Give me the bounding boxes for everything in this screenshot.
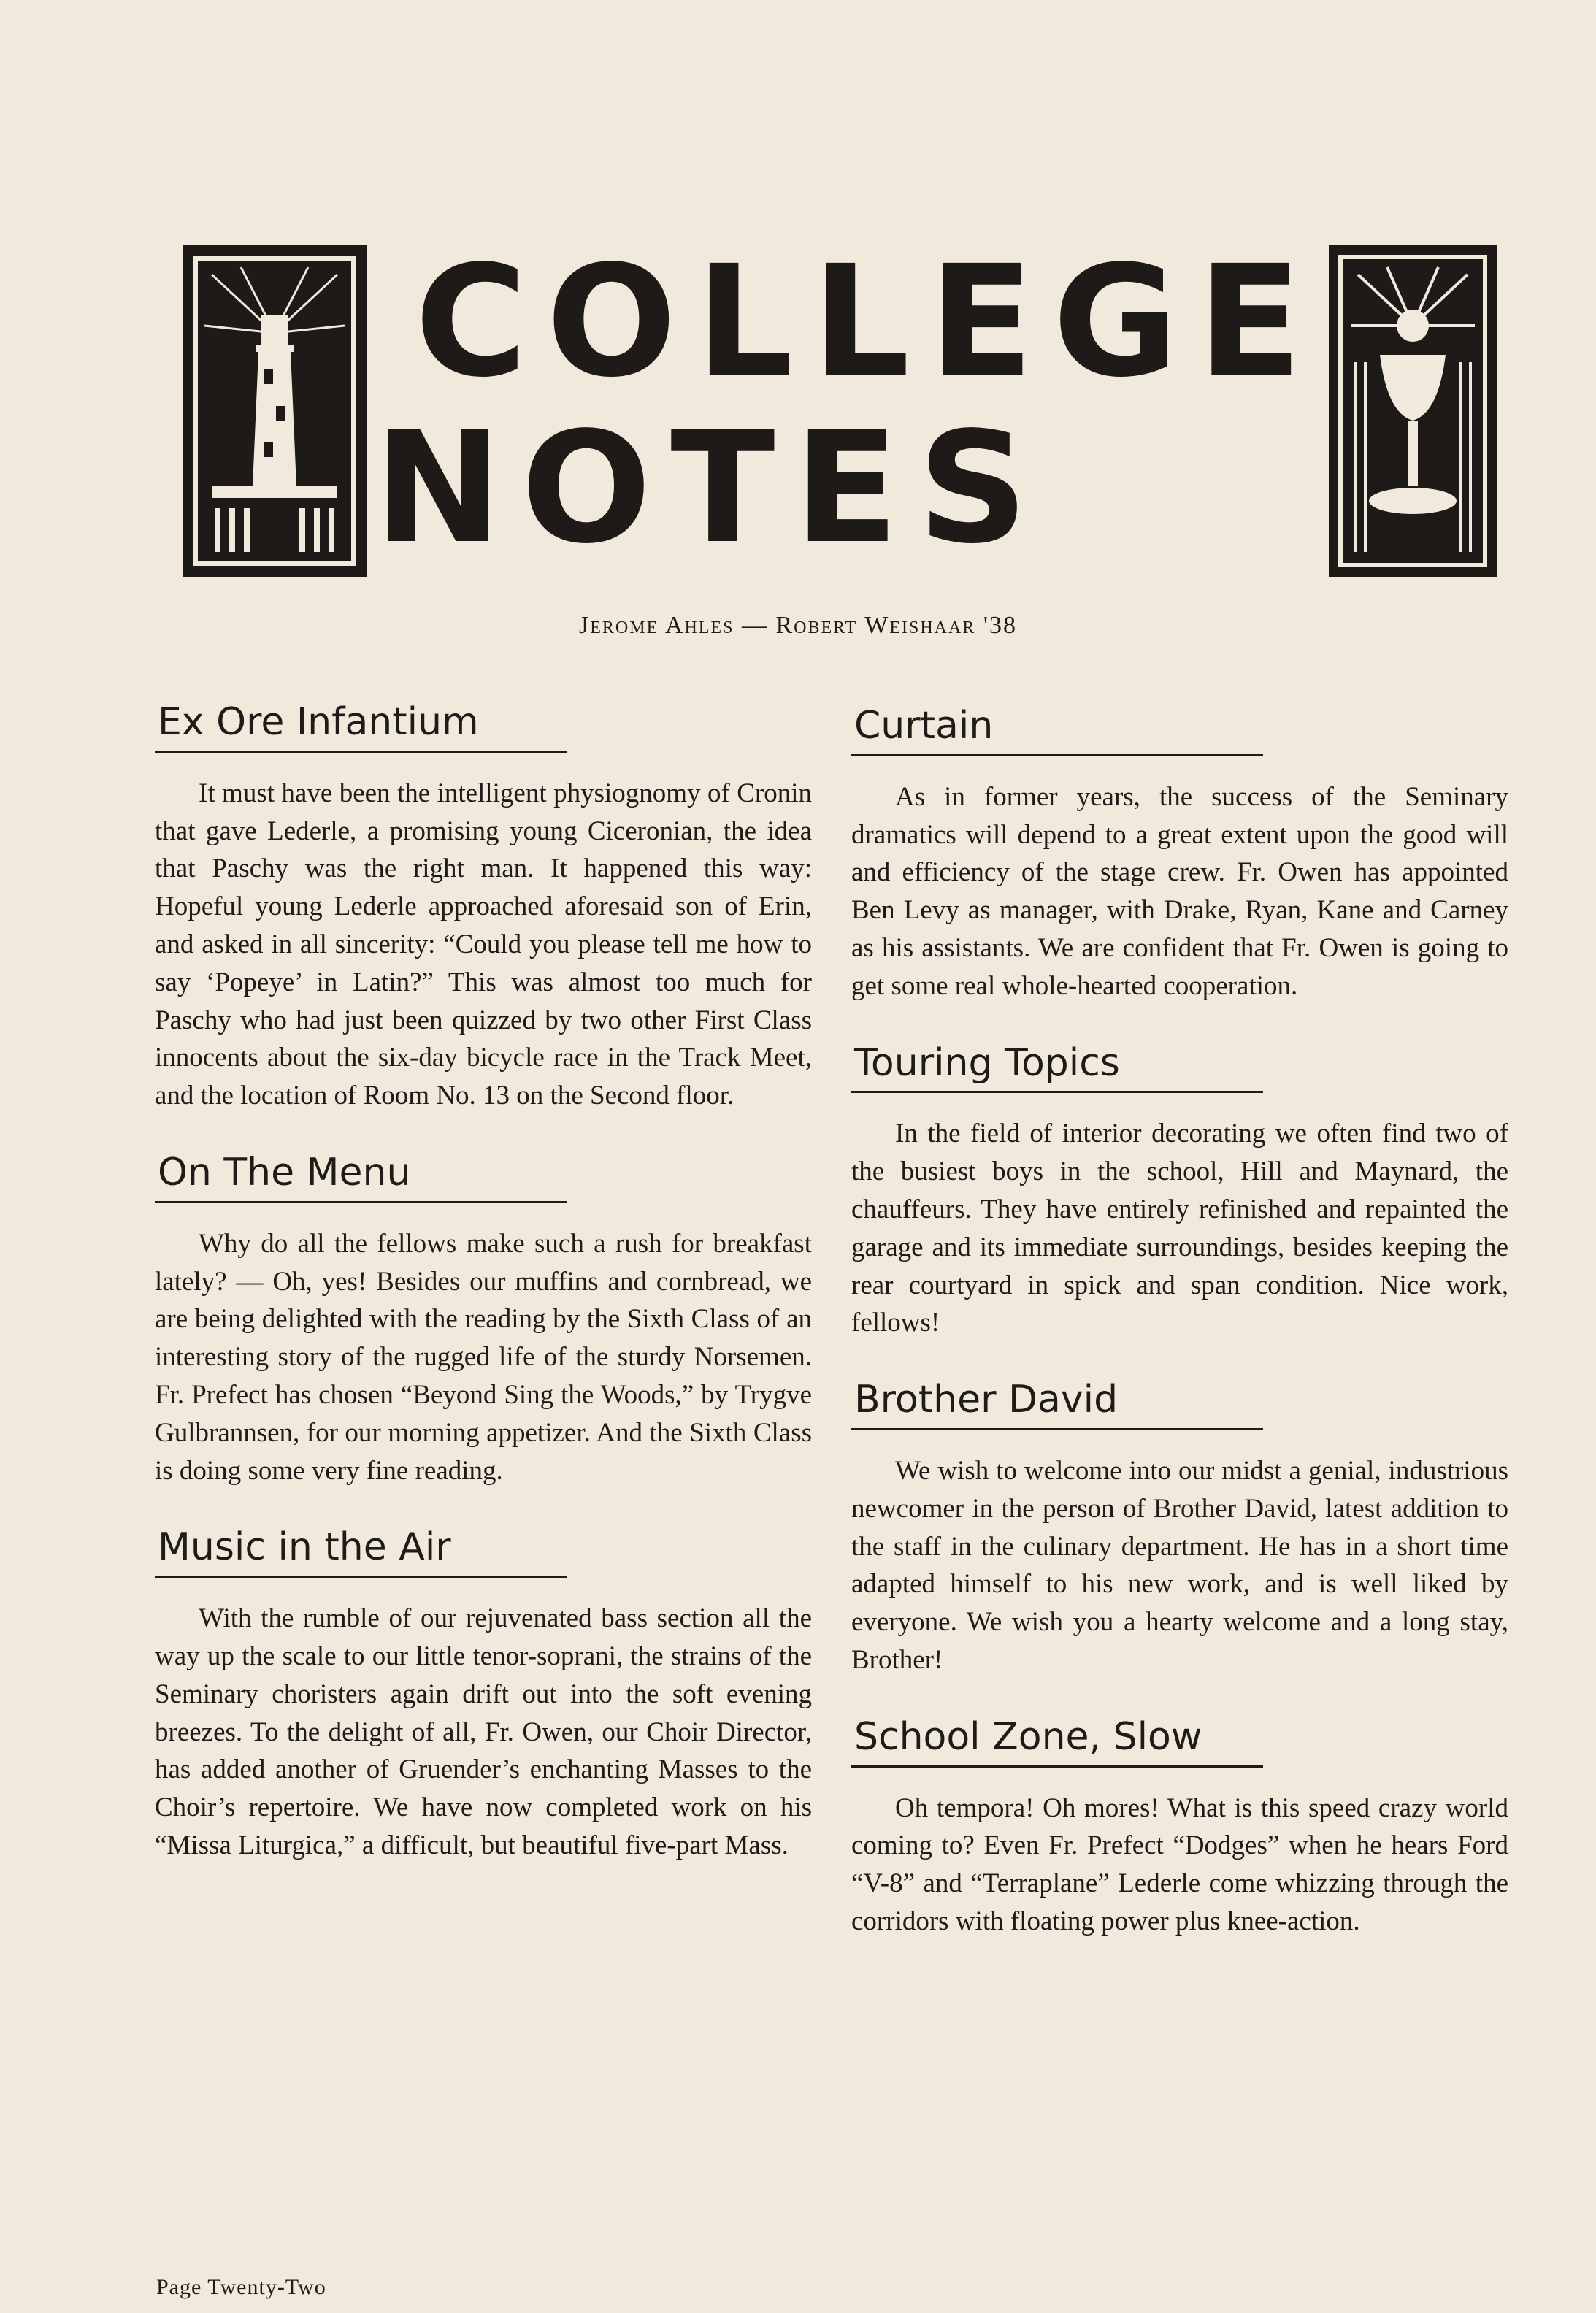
section-body: With the rumble of our rejuvenated bass section all the way up the scale to our little tenor-soprani, the strains of the Seminary choristers again drift out into the soft evening breezes. To the delight of all, Fr. Owen, our Choir Director, has added another of Gruender’s enchanting Masses to the Choir’s repertoire. We have now completed work on his “Missa Liturgica,” a difficult, but beautiful five-part Mass. (155, 1603, 812, 1860)
section-music-in-the-air (155, 1526, 812, 1864)
section-title: Brother David (851, 1378, 1263, 1430)
section-title: On The Menu (155, 1151, 567, 1203)
section-body: It must have been the intelligent physiognomy of Cronin that gave Lederle, a promising young Ciceronian, the idea that Paschy was the right man. It happened this way: Hopeful young Lederle approached aforesaid son of Erin, and asked in all sincerity: “Could you please tell me how to say ‘Popeye’ in Latin?” This was almost too much for Paschy who had just been quizzed by two other First Class innocents about the six-day bicycle race in the Track Meet, and the location of Room No. 13 on the Second floor. (155, 778, 812, 1111)
section-body: Oh tempora! Oh mores! What is this speed crazy world coming to? Even Fr. Prefect “Dodges” when he hears Ford “V-8” and “Terraplane” Lederle come whizzing through the corridors with floating power plus knee-action. (851, 1792, 1508, 1936)
left-column (155, 701, 812, 1901)
page-number: Page Twenty-Two (156, 2275, 326, 2299)
section-school-zone-slow (851, 1716, 1508, 1941)
byline: Jerome Ahles — Robert Weishaar '38 (579, 612, 1017, 639)
section-title: Music in the Air (155, 1526, 567, 1578)
section-brother-david (851, 1378, 1508, 1679)
section-ex-ore-infantium (155, 701, 812, 1115)
masthead-line-1: COLLEGE (415, 232, 1321, 411)
section-title: Ex Ore Infantium (155, 701, 567, 753)
section-body: In the field of interior decorating we often find two of the busiest boys in the school, Hill and Maynard, the chauffeurs. They have entirely refinished and repainted the garage and its immediate surroundings, besides keeping the rear courtyard in spick and span condition. Nice work, fellows! (851, 1119, 1508, 1338)
section-on-the-menu (155, 1151, 812, 1489)
right-column (851, 705, 1508, 1977)
section-title: Curtain (851, 705, 1263, 756)
section-curtain (851, 705, 1508, 1005)
masthead-line-2: NOTES (374, 399, 1048, 578)
lighthouse-icon (183, 245, 367, 577)
section-touring-topics (851, 1042, 1508, 1343)
chalice-icon (1329, 245, 1497, 577)
section-body: We wish to welcome into our midst a genial, industrious newcomer in the person of Brother David, latest addition to the staff in the culinary department. He has in a short time adapted himself to his new work, and is well liked by everyone. We wish you a hearty welcome and a long stay, Brother! (851, 1455, 1508, 1675)
section-body: As in former years, the success of the Seminary dramatics will depend to a great extent upon the good will and efficiency of the stage crew. Fr. Owen has appointed Ben Levy as manager, with Drake, Ryan, Kane and Carney as his assistants. We are confident that Fr. Owen is going to get some real whole-hearted cooperation. (851, 781, 1508, 1001)
section-body: Why do all the fellows make such a rush for breakfast lately? — Oh, yes! Besides our muffins and cornbread, we are being delighted with the reading by the Sixth Class of an interesting story of the rugged life of the sturdy Norsemen. Fr. Prefect has chosen “Beyond Sing the Woods,” by Trygve Gulbrannsen, for our morning appetizer. And the Sixth Class is doing some very fine reading. (155, 1228, 812, 1486)
masthead-banner (183, 232, 1497, 578)
section-title: Touring Topics (851, 1042, 1263, 1094)
section-title: School Zone, Slow (851, 1716, 1263, 1768)
